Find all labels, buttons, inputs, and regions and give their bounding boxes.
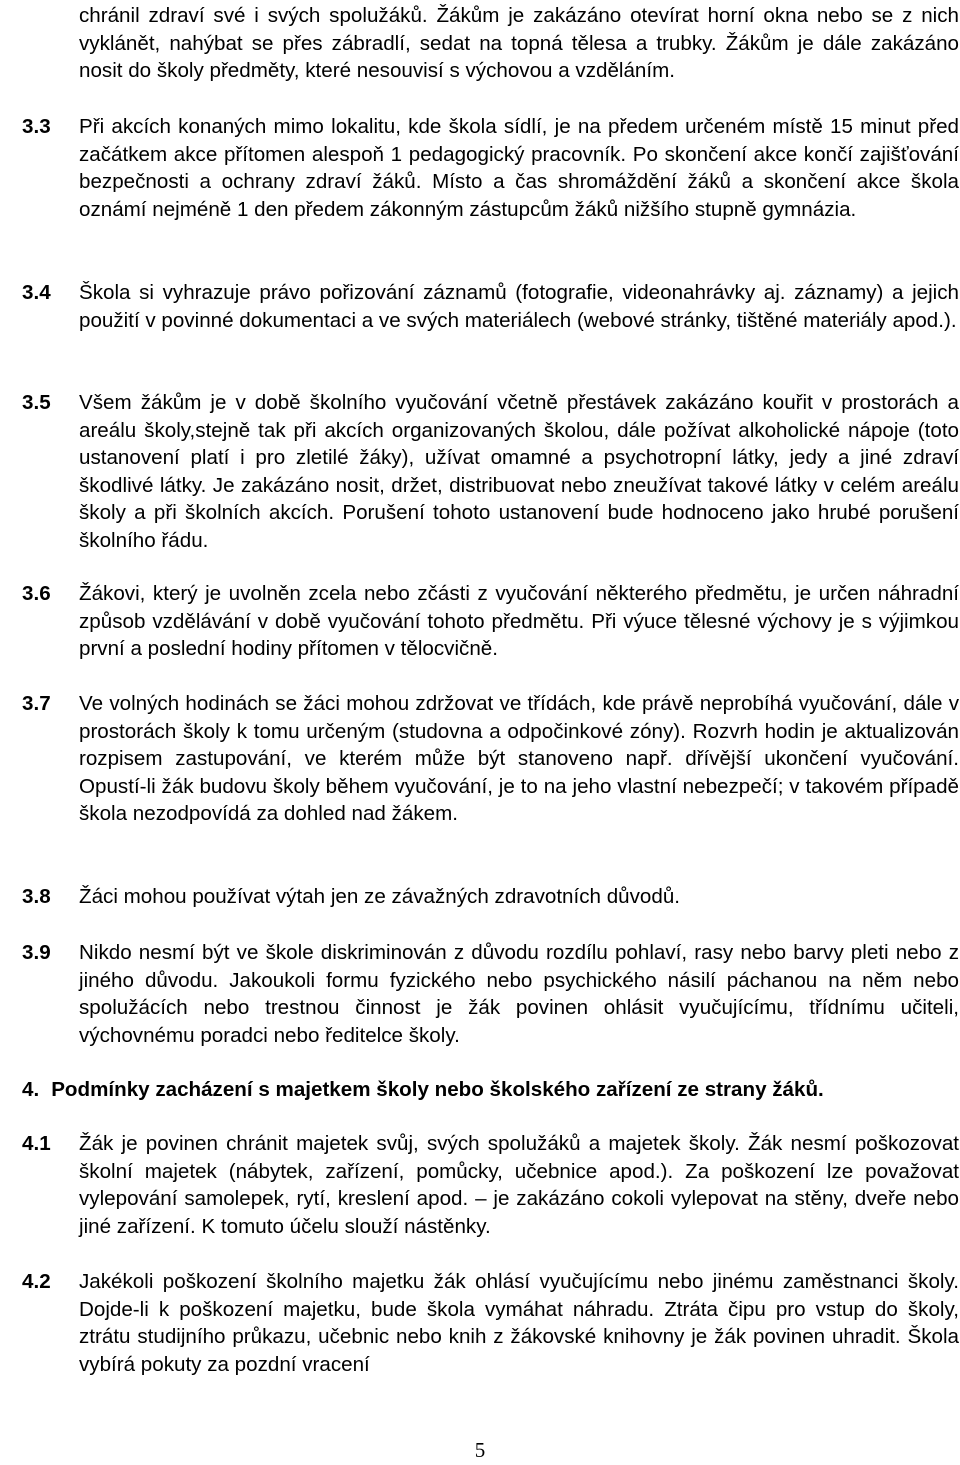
heading-number: 4. — [22, 1078, 40, 1101]
section-text-4-1: Žák je povinen chránit majetek svůj, svých spolužáků a majetek školy. Žák nesmí poškozovat školní majetek (nábytek, zařízení, pomůcky, učebnice apod.). Za poškození lze považovat vylepování samolepek, rytí, kreslení apod. – je zakázáno cokoli vylepovat na stěny, dveře nebo jiné zařízení. K tomuto účelu slouží nástěnky. — [79, 1132, 959, 1238]
section-minor: 8 — [39, 885, 51, 908]
section-major: 3. — [22, 692, 40, 715]
section-minor: 9 — [39, 941, 51, 964]
section-number-3-6 — [22, 580, 51, 608]
section-minor: 3 — [39, 115, 51, 138]
section-minor: 6 — [39, 582, 51, 605]
section-text-3-9: Nikdo nesmí být ve škole diskriminován z důvodu rozdílu pohlaví, rasy nebo barvy pleti nebo z jiného důvodu. Jakoukoli formu fyzického nebo psychického násilí páchanou na něm nebo spolužácích nebo trestnou činnost je žák povinen ohlásit vyučujícímu, třídnímu učiteli, výchovnému poradci nebo ředitelce školy. — [79, 941, 959, 1047]
section-number-3-8 — [22, 883, 51, 911]
page-number: 5 — [474, 1438, 486, 1462]
section-number-3-9 — [22, 939, 51, 967]
section-heading-4 — [22, 1076, 824, 1104]
section-text-3-7: Ve volných hodinách se žáci mohou zdržovat ve třídách, kde právě neprobíhá vyučování, dále v prostorách školy k tomu určeným (studovna a odpočinkové zóny). Rozvrh hodin je aktualizován rozpisem zastupování, ve kterém může být stanoveno např. dřívější ukončení vyučování. Opustí-li žák budovu školy během vyučování, je to na jeho vlastní nebezpečí; v takovém případě škola nezodpovídá za dohled nad žákem. — [79, 692, 959, 826]
section-major: 3. — [22, 941, 40, 964]
section-minor: 7 — [39, 692, 51, 715]
section-major: 4. — [22, 1270, 40, 1293]
section-number-4-2 — [22, 1268, 51, 1296]
section-number-3-7 — [22, 690, 51, 718]
section-text-3-5: Všem žákům je v době školního vyučování včetně přestávek zakázáno kouřit v prostorách a areálu školy,stejně tak při akcích organizovaných školou, dále požívat alkoholické nápoje (toto ustanovení platí i pro zletilé žáky), užívat omamné a psychotropní látky, jedy a jiné zdraví škodlivé látky. Je zakázáno nosit, držet, distribuovat nebo zneužívat takové látky v celém areálu školy a při školních akcích. Porušení tohoto ustanovení bude hodnoceno jako hrubé porušení školního řádu. — [79, 391, 959, 552]
intro-paragraph: chránil zdraví své i svých spolužáků. Žákům je zakázáno otevírat horní okna nebo se z nich vyklánět, nahýbat se přes zábradlí, sedat na topná tělesa a trubky. Žákům je dále zakázáno nosit do školy předměty, které nesouvisí s výchovou a vzděláním. — [79, 4, 959, 83]
section-number-3-3 — [22, 113, 51, 141]
section-major: 3. — [22, 115, 40, 138]
section-minor: 4 — [39, 281, 51, 304]
section-major: 3. — [22, 391, 40, 414]
section-text-4-2: Jakékoli poškození školního majetku žák ohlásí vyučujícímu nebo jinému zaměstnanci školy. Dojde-li k poškození majetku, bude škola vymáhat náhradu. Ztráta čipu pro vstup do školy, ztrátu studijního průkazu, učebnic nebo knih z žákovské knihovny je žák povinen uhradit. Škola vybírá pokuty za pozdní vracení — [79, 1270, 959, 1376]
heading-title: Podmínky zacházení s majetkem školy nebo školského zařízení ze strany žáků. — [51, 1078, 824, 1101]
section-number-3-4 — [22, 279, 51, 307]
section-number-4-1 — [22, 1130, 51, 1158]
section-text-3-8: Žáci mohou používat výtah jen ze závažných zdravotních důvodů. — [79, 885, 680, 908]
section-minor: 1 — [39, 1132, 51, 1155]
section-minor: 2 — [39, 1270, 51, 1293]
section-number-3-5 — [22, 389, 51, 417]
section-major: 3. — [22, 582, 40, 605]
section-major: 3. — [22, 281, 40, 304]
section-text-3-6: Žákovi, který je uvolněn zcela nebo zčásti z vyučování některého předmětu, je určen náhradní způsob vzdělávání v době vyučování tohoto předmětu. Při výuce tělesné výchovy je s výjimkou první a poslední hodiny přítomen v tělocvičně. — [79, 582, 959, 661]
section-minor: 5 — [39, 391, 51, 414]
section-major: 3. — [22, 885, 40, 908]
section-major: 4. — [22, 1132, 40, 1155]
section-text-3-3: Při akcích konaných mimo lokalitu, kde škola sídlí, je na předem určeném místě 15 minut před začátkem akce přítomen alespoň 1 pedagogický pracovník. Po skončení akce končí zajišťování bezpečnosti a ochrany zdraví žáků. Místo a čas shromáždění žáků a skončení akce škola oznámí nejméně 1 den předem zákonným zástupcům žáků nižšího stupně gymnázia. — [79, 115, 959, 221]
section-text-3-4: Škola si vyhrazuje právo pořizování záznamů (fotografie, videonahrávky aj. záznamy) a jejich použití v povinné dokumentaci a ve svých materiálech (webové stránky, tištěné materiály apod.). — [79, 281, 959, 332]
